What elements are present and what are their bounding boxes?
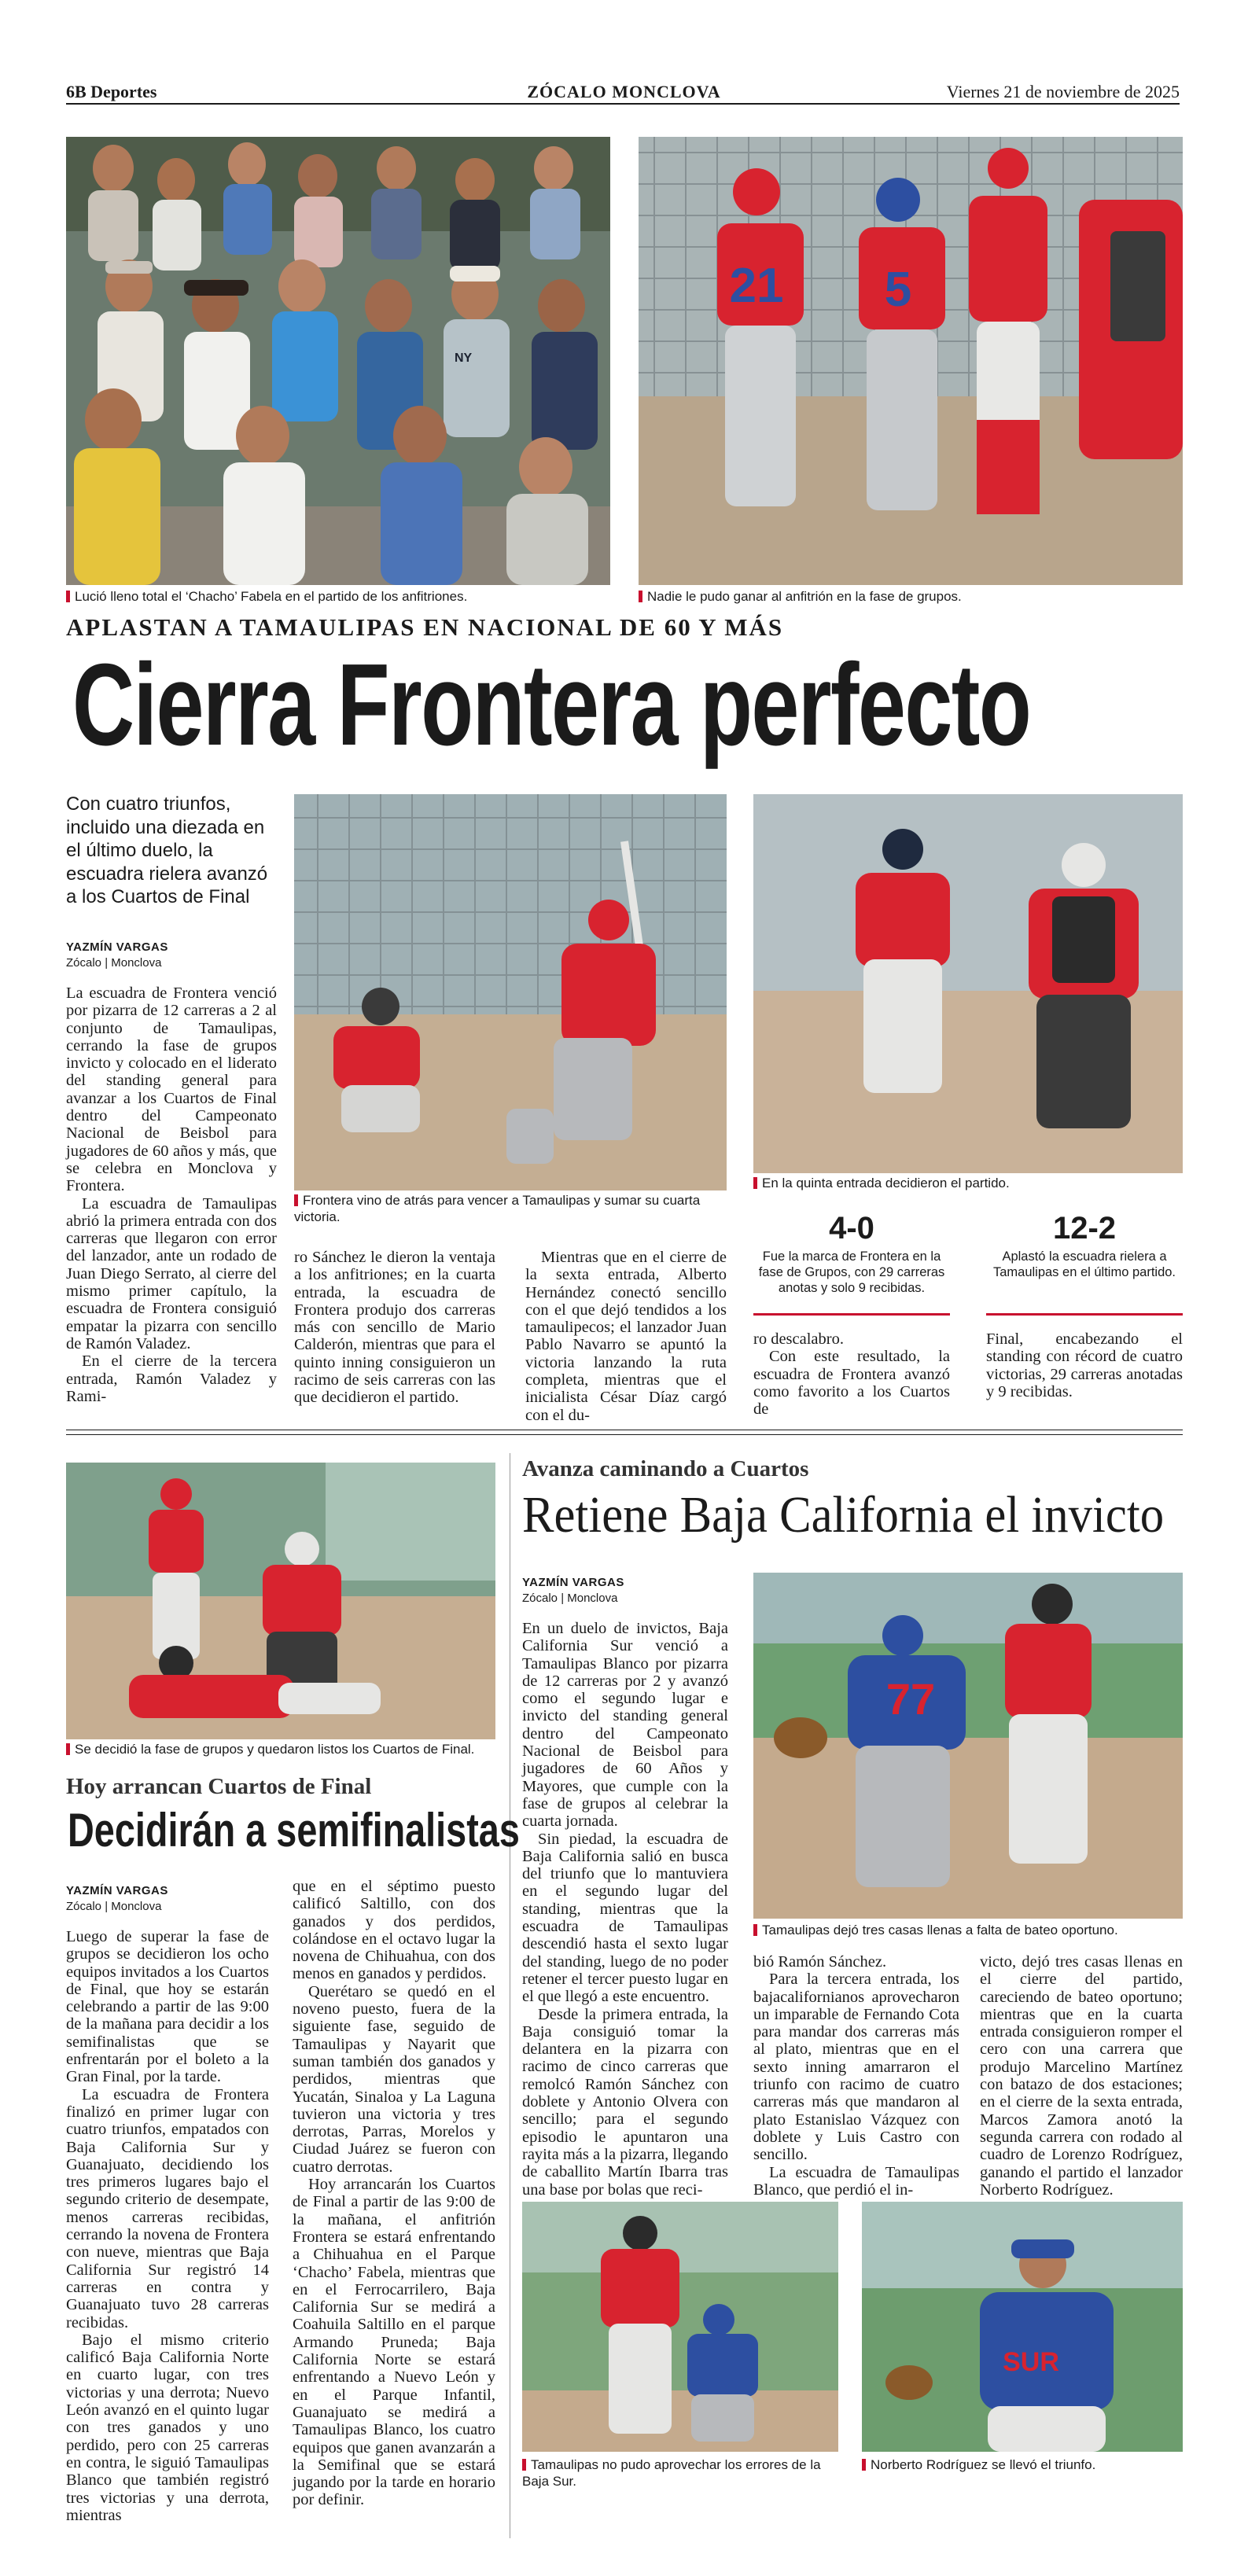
issue-date: Viernes 21 de noviembre de 2025 — [946, 82, 1180, 101]
batter-photo-caption: Frontera vino de atrás para vencer a Tamaulipas y sumar su cuarta victoria. — [294, 1193, 701, 1224]
stat-record-rule — [753, 1313, 950, 1316]
top-story-byline-name: YAZMÍN VARGAS — [66, 940, 168, 954]
right-story-column-3: victo, dejó tres casas llenas en el cierre del partido, careciendo de bateo oportuno; mientras que en la cuarta entrada consiguieron romper el cero con una carrera que produjo Marcelino Martínez con batazo de dos estaciones; en el cierre de la sexta entrada, Marcos Zamora anotó la segunda carrera con rodado al cuadro de Lorenzo Rodríguez, ganando el partido el lanzador Norberto Rodríguez. — [980, 1953, 1183, 2199]
jersey-number-21: 21 — [729, 259, 784, 313]
play-at-base-photo — [522, 2202, 838, 2452]
batter-photo — [294, 794, 727, 1190]
top-story-kicker: APLASTAN A TAMAULIPAS EN NACIONAL DE 60 Y MÁS — [66, 613, 784, 641]
caption-marker — [639, 591, 642, 602]
stat-record-value: 4-0 — [829, 1211, 874, 1246]
celebrate-photo-caption: Nadie le pudo ganar al anfitrión en la fase de grupos. — [639, 588, 1183, 605]
newspaper-name: ZÓCALO MONCLOVA — [527, 82, 721, 101]
section-divider-bottom — [66, 1434, 1183, 1435]
caption-marker — [522, 2459, 526, 2471]
crowd-photo — [66, 137, 610, 585]
play-at-base-caption: Tamaulipas no pudo aprovechar los errores de la Baja Sur. — [522, 2457, 821, 2489]
top-story-headline: Cierra Frontera perfecto — [72, 640, 1031, 770]
jersey-number-5: 5 — [884, 263, 912, 317]
crowd-photo-caption: Lució lleno total el ‘Chacho’ Fabela en el partido de los anfitriones. — [66, 588, 610, 605]
right-story-kicker: Avanza caminando a Cuartos — [522, 1456, 809, 1481]
stat-score-text: Aplastó la escuadra rielera a Tamaulipas en el último partido. — [992, 1249, 1176, 1279]
stat-record-text: Fue la marca de Frontera en la fase de Grupos, con 29 carreras anotas y solo 9 recibidas. — [758, 1249, 945, 1295]
right-story-column-2: bió Ramón Sánchez. Para la tercera entrada, los bajacalifornianos aprovecharon un imparable de Fernando Cota para mandar dos carreras más al plato, mientras que en el sexto inning amarraron el triunfo con racimo de cuatro carreras más que mandaron al plato Estanislao Vázquez con doblete y Luis Castro con sencillo. La escuadra de Tamaulipas Blanco, que perdió el in- — [753, 1953, 959, 2199]
right-story-headline: Retiene Baja California el invicto — [522, 1486, 1165, 1544]
right-story-byline-source: Zócalo | Monclova — [522, 1592, 618, 1605]
players-celebrate-photo — [639, 137, 1183, 585]
right-story-byline-name: YAZMÍN VARGAS — [522, 1576, 624, 1589]
top-story-column-1: La escuadra de Frontera venció por pizarra de 12 carreras a 2 al conjunto de Tamaulipas, cerrando la fase de grupos invicto y colocado en el liderato del standing general para avanzar a los Cuartos de Final dentro del Campeonato Nacional de Beisbol para jugadores de 60 años y más, que se celebra en Monclova y Frontera. La escuadra de Tamaulipas abrió la primera entrada con dos carreras que llegaron con error del lanzador, ante un rodado de Juan Diego Serrato, al cierre del mismo primer capítulo, la escuadra de Frontera consiguió empatar la pizarra con sencillo de Ramón Valadez. En el cierre de la tercera entrada, Ramón Valadez y Rami- — [66, 984, 277, 1405]
runner-catcher-photo — [753, 794, 1183, 1173]
runner-photo-caption: En la quinta entrada decidieron el partido. — [753, 1175, 1183, 1191]
left-story-kicker: Hoy arrancan Cuartos de Final — [66, 1774, 372, 1799]
left-story-byline-source: Zócalo | Monclova — [66, 1900, 162, 1913]
caption-marker — [66, 591, 70, 602]
pitcher-photo — [862, 2202, 1183, 2452]
home-plate-slide-photo — [66, 1463, 495, 1739]
caption-marker — [753, 1177, 757, 1189]
top-story-byline-source: Zócalo | Monclova — [66, 956, 162, 970]
section-label: 6B Deportes — [66, 82, 157, 101]
left-story-column-1: Luego de superar la fase de grupos se decidieron los ocho equipos invitados a los Cuartos de Final, que hoy se estarán celebrando a partir de las 9:00 de la mañana para decidir a los semifinalistas que se enfrentarán por el boleto a la Gran Final, por la tarde. La escuadra de Frontera finalizó en primer lugar con cuatro triunfos, empatados con Baja California Sur y Guanajuato, decidiendo los tres primeros lugares bajo el segundo criterio de desempate, menos carreras recibidas, cerrando la novena de Frontera con nueve, mientras que Baja California Sur registró 14 carreras en contra y Guanajuato tuvo 28 carreras recibidas. Bajo el mismo criterio calificó Baja California Norte en cuarto lugar, con tres victorias y una derrota; Nuevo León avanzó en el quinto lugar con tres ganados y uno perdido, pero con 25 carreras en contra, le siguió Tamaulipas Blanco que también registró tres victorias y una derrota, mientras — [66, 1928, 269, 2524]
top-story-column-2: ro Sánchez le dieron la ventaja a los anfitriones; en la cuarta entrada, la escuadra de Frontera produjo dos carreras más con sencillo de Mario Calderón, mientras que para el quinto inning consiguieron un racimo de seis carreras con las que decidieron el partido. — [294, 1249, 495, 1407]
left-story-byline-name: YAZMÍN VARGAS — [66, 1884, 168, 1897]
caption-marker — [753, 1924, 757, 1936]
stat-score-rule — [986, 1313, 1183, 1316]
left-story-headline: Decidirán a semifinalistas — [68, 1804, 520, 1857]
left-story-column-2: que en el séptimo puesto calificó Saltillo, con dos ganados y dos perdidos, colándose en el octavo lugar la novena de Chihuahua, con dos menos en ganados y perdidos. Querétaro se quedó en el noveno puesto, fuera de la siguiente fase, seguido de Tamaulipas y Nayarit que suman también dos ganados y perdidos, mientras que Yucatán, Sinaloa y La Laguna tuvieron una victoria y tres derrotas, Parras, Morelos y Ciudad Juárez se fueron con cuatro derrotas. Hoy arrancarán los Cuartos de Final a partir de las 9:00 de la mañana, el anfitrión Frontera se estará enfrentando a Chihuahua en el Parque ‘Chacho’ Fabela, mientras que en el Ferrocarrilero, Baja California Sur se medirá a Coahuila Saltillo en el parque Armando Pruneda; Baja California Norte se estará enfrentando a Nuevo León y en el Parque Infantil, Guanajuato se medirá a Tamaulipas Blanco, los cuatro equipos que ganen avanzarán a la Semifinal que se estará jugando por la tarde en horario por definir. — [293, 1878, 495, 2509]
first-base-photo — [753, 1573, 1183, 1919]
jersey-text-sur: SUR — [1003, 2347, 1059, 2377]
top-story-column-4: ro descalabro. Con este resultado, la escuadra de Frontera avanzó como favorito a los Cuartos de — [753, 1330, 950, 1419]
top-story-deck: Con cuatro triunfos, incluido una diezada en el último duelo, la escuadra rielera avanzó a los Cuartos de Final — [66, 793, 268, 907]
ny-cap-text: NY — [455, 351, 473, 365]
slide-photo-caption: Se decidió la fase de grupos y quedaron listos los Cuartos de Final. — [66, 1741, 495, 1757]
caption-marker — [66, 1743, 70, 1755]
right-story-column-1: En un duelo de invictos, Baja California Sur venció a Tamaulipas Blanco por pizarra de 12 carreras por 2 y avanzó como el segundo lugar e invicto del standing general dentro del Campeonato Nacional de Beisbol para jugadores de 60 Años y Mayores, que cumple con la fase de grupos al celebrar la cuarta jornada. Sin piedad, la escuadra de Baja California salió en busca del triunfo que lo mantuviera en el segundo lugar del standing, mientras que la escuadra de Tamaulipas descendió hasta el sexto lugar del standing, luego de no poder retener el tercer puesto lugar en el que llegó a este encuentro. Desde la primera entrada, la Baja consiguió tomar la delantera en la pizarra con racimo de cinco carreras que remolcó Ramón Sánchez con doblete y Antonio Olvera con sencillo; para el segundo episodio le apuntaron una rayita más a la pizarra, llegando de caballito Martín Ibarra tras una base por bolas que reci- — [522, 1620, 728, 2199]
stat-score-value: 12-2 — [1052, 1211, 1117, 1246]
caption-marker — [862, 2459, 866, 2471]
caption-marker — [294, 1194, 298, 1206]
top-story-column-3: Mientras que en el cierre de la sexta entrada, Alberto Hernández conectó sencillo con el que dejó tendidos a los tamaulipecos; el lanzador Juan Pablo Navarro se apuntó la victoria lanzando la ruta completa, mientras que el inicialista César Díaz cargó con el du- — [525, 1249, 727, 1424]
header-rule — [66, 103, 1180, 105]
pitcher-photo-caption: Norberto Rodríguez se llevó el triunfo. — [862, 2456, 1183, 2473]
jersey-number-77: 77 — [885, 1674, 936, 1724]
first-base-photo-caption: Tamaulipas dejó tres casas llenas a falta de bateo oportuno. — [753, 1922, 1183, 1938]
top-story-column-5: Final, encabezando el standing con récord de cuatro victorias, 29 carreras anotadas y 9 recibidas. — [986, 1330, 1183, 1400]
